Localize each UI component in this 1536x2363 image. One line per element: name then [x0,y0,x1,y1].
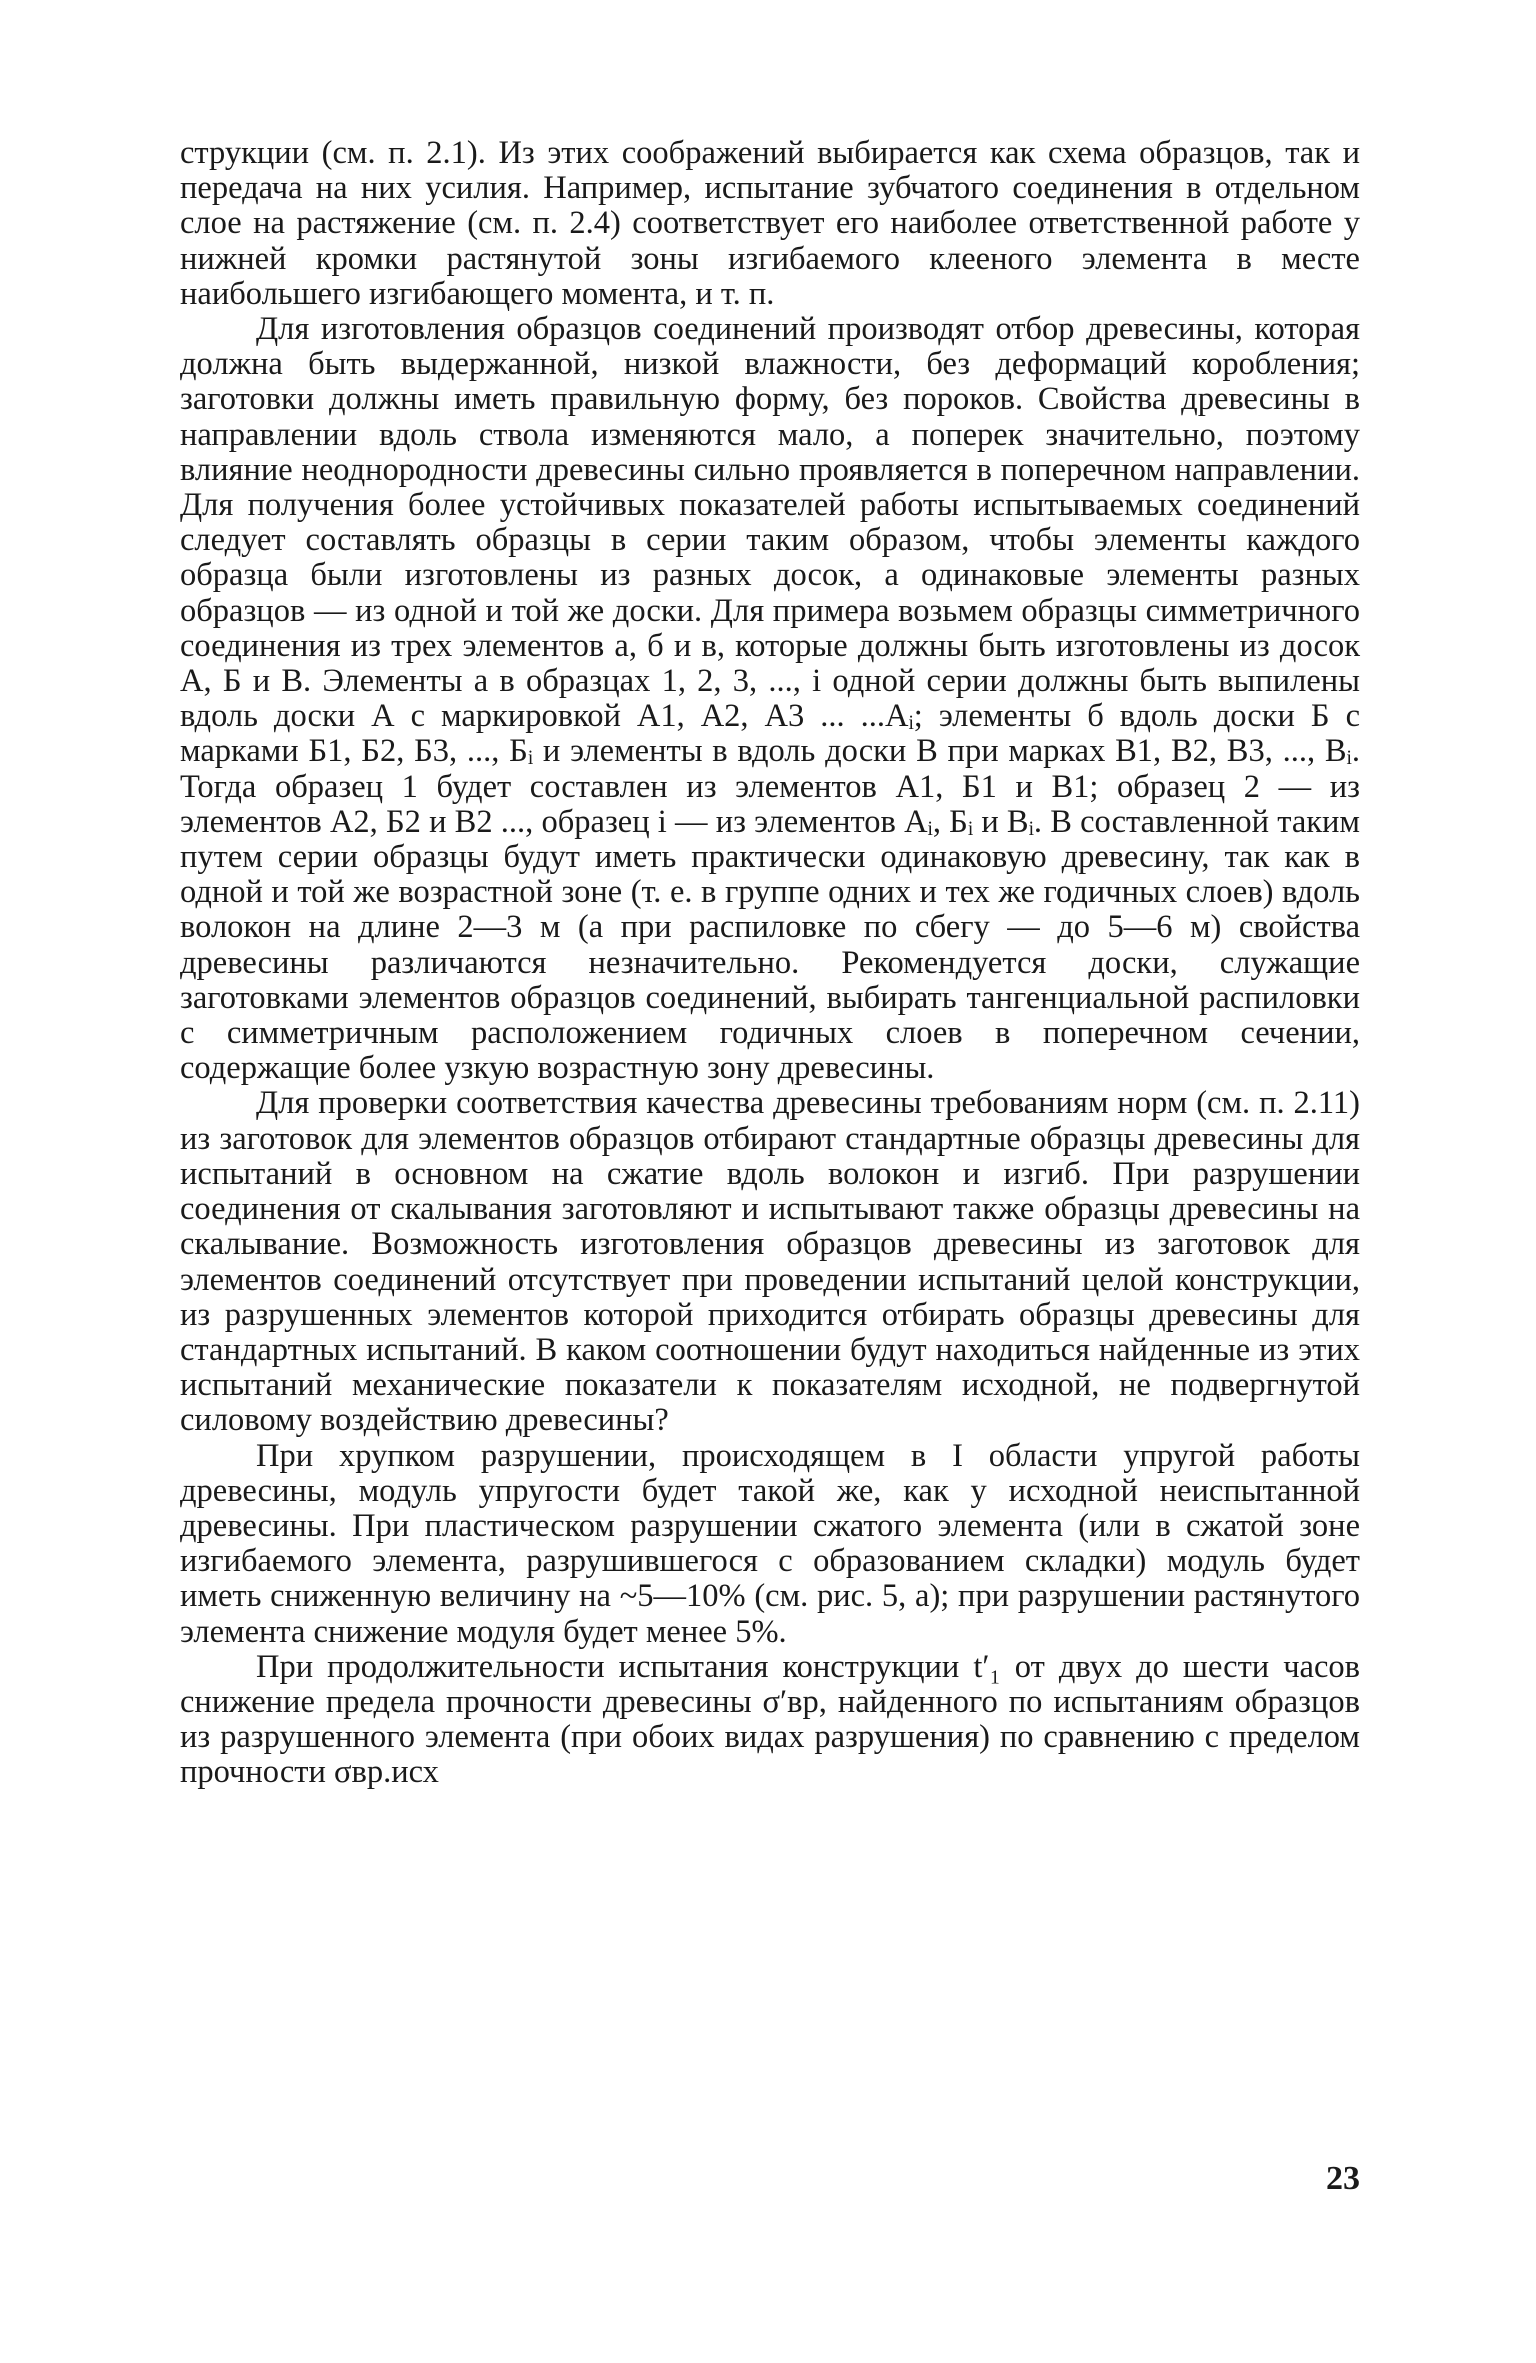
page-number: 23 [1326,2160,1360,2197]
paragraph-1: струкции (см. п. 2.1). Из этих соображений выбирается как схема образцов, так и передача на них усилия. Например, испытание зубчатого соединения в отдельном слое на растяжение (см. п. 2.4) соответствует его наиболее ответственной работе у нижней кромки растянутой зоны изгибаемого клееного элемента в месте наибольшего изгибающего момента, и т. п. [180,135,1360,312]
paragraph-4: При хрупком разрушении, происходящем в I области упругой работы древесины, модуль упругости будет такой же, как у исходной неиспытанной древесины. При пластическом разрушении сжатого элемента (или в сжатой зоне изгибаемого элемента, разрушившегося с образованием складки) модуль будет иметь сниженную величину на ~5—10% (см. рис. 5, а); при разрушении растянутого элемента снижение модуля будет менее 5%. [180,1437,1360,1650]
paragraph-3: Для проверки соответствия качества древесины требованиям норм (см. п. 2.11) из заготовок для элементов образцов отбирают стандартные образцы древесины для испытаний в основном на сжатие вдоль волокон и изгиб. При разрушении соединения от скалывания заготовляют и испытывают также образцы древесины на скалывание. Возможность изготовления образцов древесины из заготовок для элементов соединений отсутствует при проведении испытаний целой конструкции, из разрушенных элементов которой приходится отбирать образцы древесины для стандартных испытаний. В каком соотношении будут находиться найденные из этих испытаний механические показатели к показателям исходной, не подвергнутой силовому воздействию древесины? [180,1085,1360,1439]
paragraph-2: Для изготовления образцов соединений производят отбор древесины, которая должна быть выдержанной, низкой влажности, без деформаций коробления; заготовки должны иметь правильную форму, без пороков. Свойства древесины в направлении вдоль ствола изменяются мало, а поперек значительно, поэтому влияние неоднородности древесины сильно проявляется в поперечном направлении. Для получения более устойчивых показателей работы испытываемых соединений следует составлять образцы в серии таким образом, чтобы элементы каждого образца были изготовлены из разных досок, а одинаковые элементы разных образцов — из одной и той же доски. Для примера возьмем образцы симметричного соединения из трех элементов а, б и в, которые должны быть изготовлены из досок А, Б и В. Элементы а в образцах 1, 2, 3, ..., i одной серии должны быть выпилены вдоль доски А с маркировкой А1, А2, А3 ... ...Аᵢ; элементы б вдоль доски Б с марками Б1, Б2, Б3, ..., Бᵢ и элементы в вдоль доски В при марках В1, В2, В3, ..., Вᵢ. Тогда образец 1 будет составлен из элементов А1, Б1 и В1; образец 2 — из элементов А2, Б2 и В2 ..., образец i — из элементов Аᵢ, Бᵢ и Вᵢ. В составленной таким путем серии образцы будут иметь практически одинаковую древесину, так как в одной и той же возрастной зоне (т. е. в группе одних и тех же годичных слоев) вдоль волокон на длине 2—3 м (а при распиловке по сбегу — до 5—6 м) свойства древесины различаются незначительно. Рекомендуется доски, служащие заготовками элементов образцов соединений, выбирать тангенциальной распиловки с симметричным расположением годичных слоев в поперечном сечении, содержащие более узкую возрастную зону древесины. [180,311,1360,1087]
page-body [180,136,1360,1791]
paragraph-5: При продолжительности испытания конструкции t′₁ от двух до шести часов снижение предела прочности древесины σ′вр, найденного по испытаниям образцов из разрушенного элемента (при обоих видах разрушения) по сравнению с пределом прочности σвр.исх [180,1648,1360,1791]
